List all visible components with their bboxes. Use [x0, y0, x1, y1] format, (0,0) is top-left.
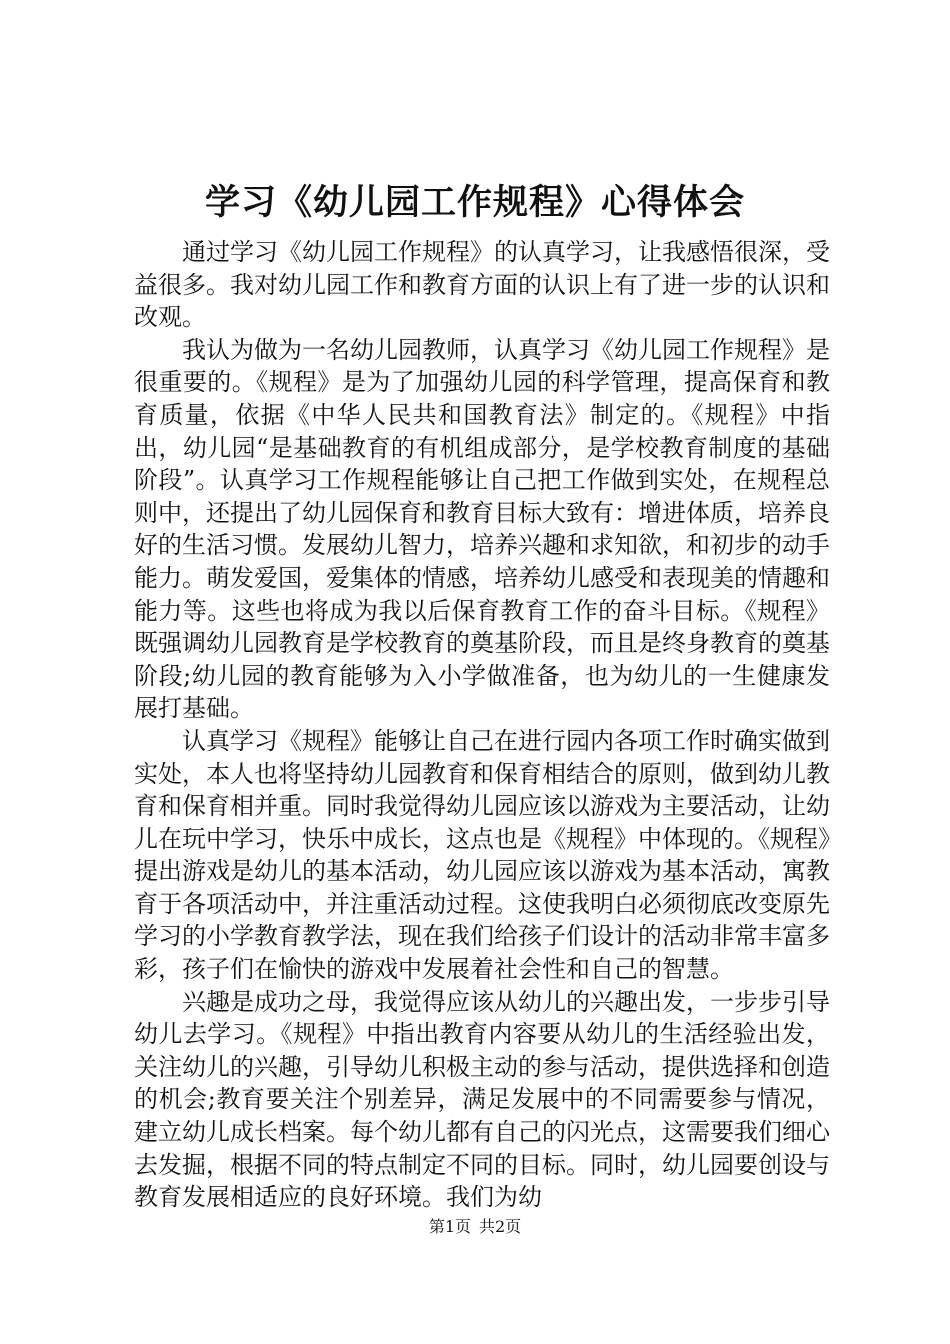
paragraph-2: 我认为做为一名幼儿园教师，认真学习《幼儿园工作规程》是很重要的。《规程》是为了加强幼儿园的科学管理，提高保育和教育质量，依据《中华人民共和国教育法》制定的。《规程》中指出，幼儿园“是基础教育的有机组成部分，是学校教育制度的基础阶段”。认真学习工作规程能够让自己把工作做到实处，在规程总则中，还提出了幼儿园保育和教育目标大致有：增进体质，培养良好的生活习惯。发展幼儿智力，培养兴趣和求知欲，和初步的动手能力。萌发爱国，爱集体的情感，培养幼儿感受和表现美的情趣和能力等。这些也将成为我以后保育教育工作的奋斗目标。《规程》既强调幼儿园教育是学校教育的奠基阶段，而且是终身教育的奠基阶段;幼儿园的教育能够为入小学做准备，也为幼儿的一生健康发展打基础。 [134, 335, 830, 723]
page-footer [0, 1216, 950, 1238]
document-title: 学习《幼儿园工作规程》心得体会 [204, 183, 745, 223]
document-body [134, 236, 830, 1214]
paragraph-1: 通过学习《幼儿园工作规程》的认真学习，让我感悟很深，受益很多。我对幼儿园工作和教育方面的认识上有了进一步的认识和改观。 [134, 238, 830, 332]
paragraph-3: 认真学习《规程》能够让自己在进行园内各项工作时确实做到实处，本人也将坚持幼儿园教育和保育相结合的原则，做到幼儿教育和保育相并重。同时我觉得幼儿园应该以游戏为主要活动，让幼儿在玩中学习，快乐中成长，这点也是《规程》中体现的。《规程》提出游戏是幼儿的基本活动，幼儿园应该以游戏为基本活动，寓教育于各项活动中，并注重活动过程。这使我明白必须彻底改变原先学习的小学教育教学法，现在我们给孩子们设计的活动非常丰富多彩，孩子们在愉快的游戏中发展着社会性和自己的智慧。 [134, 726, 830, 984]
page-total: 共2页 [479, 1217, 522, 1236]
paragraph-4: 兴趣是成功之母，我觉得应该从幼儿的兴趣出发，一步步引导幼儿去学习。《规程》中指出教育内容要从幼儿的生活经验出发，关注幼儿的兴趣，引导幼儿积极主动的参与活动，提供选择和创造的机会;教育要关注个别差异，满足发展中的不同需要参与情况，建立幼儿成长档案。每个幼儿都有自己的闪光点，这需要我们细心去发掘，根据不同的特点制定不同的目标。同时，幼儿园要创设与教育发展相适应的良好环境。我们为幼 [134, 987, 830, 1212]
page-number: 第1页 [428, 1217, 471, 1236]
